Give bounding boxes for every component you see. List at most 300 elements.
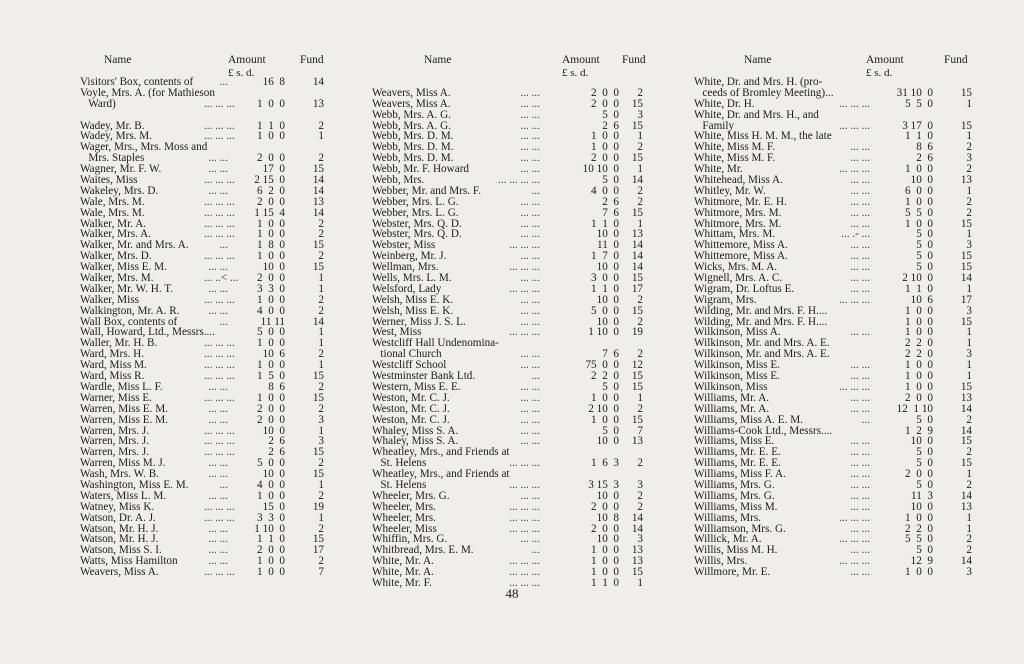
fund-number: 1 xyxy=(966,468,972,481)
donor-name: Walker, Mrs. M. xyxy=(80,272,154,285)
amount-lsd: 10 0 xyxy=(596,261,619,274)
entry-list xyxy=(694,77,984,578)
fund-number: 2 xyxy=(637,195,643,208)
leader-dots: ... ... ... xyxy=(204,228,235,241)
amount-lsd: 2 10 0 xyxy=(902,272,933,285)
donor-name: Weinberg, Mr. J. xyxy=(372,250,447,263)
donor-name: Wells, Mrs. L. M. xyxy=(372,272,452,285)
amount-lsd: 5 0 xyxy=(916,446,933,459)
leader-dots: ... ... xyxy=(850,282,870,295)
fund-number: 1 xyxy=(318,478,324,491)
fund-number: 15 xyxy=(960,86,972,99)
amount-lsd: 5 0 xyxy=(602,424,619,437)
amount-lsd: 5 0 xyxy=(916,228,933,241)
donor-name: Weston, Mr. C. J. xyxy=(372,402,450,415)
donor-name: Whiffin, Mrs. G. xyxy=(372,533,448,546)
leader-dots: ... xyxy=(219,239,228,252)
donor-name: White, Miss H. M. M., the late xyxy=(694,130,832,143)
fund-number: 3 xyxy=(966,304,972,317)
leader-dots: ... ... ... xyxy=(204,446,235,459)
leader-dots: ... ... ... xyxy=(509,478,540,491)
ledger-column-3 xyxy=(694,54,984,578)
donor-name: White, Mr. A. xyxy=(372,555,434,568)
amount-lsd: 2 0 0 xyxy=(905,391,933,404)
donor-name: Webber, Mr. and Mrs. F. xyxy=(372,184,481,197)
amount-lsd: 2 6 xyxy=(916,152,933,165)
fund-number: 13 xyxy=(960,174,972,187)
donor-name: Weston, Mr. C. J. xyxy=(372,391,450,404)
amount-lsd: 10 8 xyxy=(596,511,619,524)
donor-name: Ward, Mrs. H. xyxy=(80,348,145,361)
amount-lsd: 1 1 0 xyxy=(591,576,619,589)
amount-lsd: 1 0 0 xyxy=(905,217,933,230)
amount-lsd: 1 0 0 xyxy=(905,326,933,339)
amount-lsd: 10 0 xyxy=(262,261,285,274)
fund-number: 14 xyxy=(960,555,972,568)
ledger-row xyxy=(80,306,352,317)
amount-lsd: 5 0 0 xyxy=(257,326,285,339)
fund-number: 15 xyxy=(312,370,324,383)
leader-dots: ... ... xyxy=(850,566,870,579)
name-header: Name xyxy=(104,54,132,66)
column-header xyxy=(80,54,352,67)
donor-name: Warren, Mrs. J. xyxy=(80,435,150,448)
donor-name: Ward, Miss M. xyxy=(80,359,147,372)
fund-number: 14 xyxy=(312,184,324,197)
donor-name: Webb, Mr. F. Howard xyxy=(372,163,470,176)
amount-lsd: 2 0 0 xyxy=(591,86,619,99)
leader-dots: ... ... xyxy=(520,424,540,437)
fund-number: 15 xyxy=(960,217,972,230)
leader-dots: ... ... xyxy=(850,206,870,219)
leader-dots: ... ... ... xyxy=(204,566,235,579)
amount-lsd: 5 0 xyxy=(916,261,933,274)
amount-lsd: 1 1 0 xyxy=(257,533,285,546)
donor-name: Wilkinson, Miss E. xyxy=(694,370,780,383)
ledger-row xyxy=(372,404,654,415)
fund-number: 13 xyxy=(312,97,324,110)
fund-number: 2 xyxy=(637,457,643,470)
donor-name: Webb, Mrs. D. M. xyxy=(372,152,454,165)
leader-dots: ... ... xyxy=(520,293,540,306)
amount-lsd: 7 6 xyxy=(602,206,619,219)
donor-name: Wardle, Miss L. F. xyxy=(80,380,163,393)
fund-number: 14 xyxy=(312,206,324,219)
leader-dots: ... ... ... xyxy=(204,206,235,219)
amount-lsd: 1 0 0 xyxy=(591,413,619,426)
amount-lsd: 16 8 xyxy=(262,76,285,88)
leader-dots: ... ... ... xyxy=(839,380,870,393)
fund-number: 15 xyxy=(312,391,324,404)
fund-number: 2 xyxy=(637,184,643,197)
ledger-row xyxy=(80,415,352,426)
donor-name: Wheeler, Mrs. G. xyxy=(372,489,450,502)
fund-number: 2 xyxy=(966,544,972,557)
leader-dots: ... ... xyxy=(850,152,870,165)
leader-dots: ... ... ... xyxy=(204,337,235,350)
fund-number: 1 xyxy=(318,511,324,524)
donor-name: Watson, Dr. A. J. xyxy=(80,511,156,524)
amount-lsd: 1 0 0 xyxy=(257,250,285,263)
fund-number: 15 xyxy=(312,239,324,252)
leader-dots: ... ... xyxy=(520,217,540,230)
ledger-row xyxy=(694,513,984,524)
fund-number: 3 xyxy=(637,478,643,491)
fund-number: 2 xyxy=(318,152,324,165)
donor-name: Willis, Mrs. xyxy=(694,555,748,568)
donor-name: White, Dr. and Mrs. H. (pro- xyxy=(694,76,823,88)
leader-dots: ... ... xyxy=(520,489,540,502)
amount-lsd: 10 0 xyxy=(262,468,285,481)
leader-dots: ... ... xyxy=(520,348,540,361)
fund-number: 1 xyxy=(637,163,643,176)
fund-number: 2 xyxy=(966,206,972,219)
fund-number: 19 xyxy=(631,326,643,339)
amount-lsd: 5 0 xyxy=(602,174,619,187)
ledger-column-1 xyxy=(80,54,352,578)
leader-dots: ... ... xyxy=(520,195,540,208)
donor-name: Webb, Mrs. D. M. xyxy=(372,141,454,154)
leader-dots: ... ... xyxy=(520,163,540,176)
donor-name: Watson, Mr. H. J. xyxy=(80,522,159,535)
amount-lsd: 1 0 0 xyxy=(591,566,619,579)
amount-lsd: 5 0 xyxy=(916,250,933,263)
entry-list xyxy=(80,77,352,578)
donor-name: Wilding, Mr. and Mrs. F. H.... xyxy=(694,315,828,328)
donor-name: Walkington, Mr. A. R. xyxy=(80,304,180,317)
amount-lsd: 2 0 0 xyxy=(591,500,619,513)
leader-dots: ... xyxy=(531,184,540,197)
leader-dots: ... ... xyxy=(850,261,870,274)
amount-lsd: 1 1 0 xyxy=(591,282,619,295)
donor-name: tional Church xyxy=(372,348,442,361)
donor-name: Wash, Mrs. W. B. xyxy=(80,468,159,481)
donor-name: Whitehead, Miss A. xyxy=(694,174,783,187)
donor-name: Werner, Miss J. S. L. xyxy=(372,315,466,328)
amount-lsd: 4 0 0 xyxy=(591,184,619,197)
fund-number: 17 xyxy=(631,282,643,295)
fund-number: 1 xyxy=(637,130,643,143)
donor-name: Warner, Miss E. xyxy=(80,391,152,404)
fund-number: 14 xyxy=(631,511,643,524)
leader-dots: ... ... xyxy=(208,468,228,481)
leader-dots: ... ... xyxy=(208,282,228,295)
amount-lsd: 10 10 0 xyxy=(582,163,619,176)
fund-number: 2 xyxy=(637,489,643,502)
leader-dots: ... ... xyxy=(520,315,540,328)
leader-dots: ... ... xyxy=(520,435,540,448)
donor-name: Ward) xyxy=(80,97,116,110)
leader-dots: ... ... xyxy=(850,489,870,502)
amount-lsd: 12 1 10 xyxy=(896,402,933,415)
donor-name: Waites, Miss xyxy=(80,174,138,187)
amount-lsd: 5 0 0 xyxy=(257,457,285,470)
donor-name: St. Helens xyxy=(372,478,427,491)
leader-dots: ... ... ... xyxy=(204,391,235,404)
fund-number: 2 xyxy=(966,141,972,154)
amount-header: Amount xyxy=(866,54,904,66)
donor-name: Willmore, Mr. E. xyxy=(694,566,771,579)
name-header: Name xyxy=(424,54,452,66)
amount-lsd: 12 9 xyxy=(910,555,933,568)
donor-name: Walker, Mr. W. H. T. xyxy=(80,282,174,295)
donor-name: Wigram, Mrs. xyxy=(694,293,757,306)
fund-number: 1 xyxy=(966,370,972,383)
fund-number: 15 xyxy=(312,446,324,459)
donor-name: Williams, Mr. E. E. xyxy=(694,457,781,470)
fund-number: 2 xyxy=(318,489,324,502)
leader-dots: ... ... ... xyxy=(839,293,870,306)
lsd-header: £ s. d. xyxy=(228,67,255,79)
donor-name: Wheeler, Mrs. xyxy=(372,511,436,524)
leader-dots: ... ... ... xyxy=(204,130,235,143)
ledger-row xyxy=(694,567,984,578)
fund-number: 2 xyxy=(318,250,324,263)
leader-dots: ... ... xyxy=(520,141,540,154)
fund-number: 15 xyxy=(631,370,643,383)
donor-name: Wilding, Mr. and Mrs. F. H.... xyxy=(694,304,828,317)
ledger-row xyxy=(80,110,352,121)
amount-lsd: 1 0 0 xyxy=(257,566,285,579)
leader-dots: ... xyxy=(531,370,540,383)
fund-number: 1 xyxy=(966,511,972,524)
ledger-row xyxy=(372,415,654,426)
amount-lsd: 1 0 0 xyxy=(905,380,933,393)
fund-number: 14 xyxy=(631,174,643,187)
donor-name: St. Helens xyxy=(372,457,427,470)
donor-name: Weavers, Miss A. xyxy=(372,86,451,99)
donor-name: Watts, Miss Hamilton xyxy=(80,555,178,568)
ledger-row xyxy=(80,567,352,578)
fund-number: 1 xyxy=(966,228,972,241)
amount-lsd: 2 0 0 xyxy=(591,522,619,535)
leader-dots: ... ... ... xyxy=(839,555,870,568)
amount-lsd: 6 0 0 xyxy=(905,184,933,197)
donor-name: Weavers, Miss A. xyxy=(80,566,159,579)
amount-lsd: 1 0 0 xyxy=(257,293,285,306)
donor-name: Wheatley, Mrs., and Friends at xyxy=(372,468,510,481)
fund-number: 15 xyxy=(631,566,643,579)
ledger-row xyxy=(80,513,352,524)
donor-name: Welsh, Miss E. K. xyxy=(372,293,454,306)
amount-lsd: 5 5 0 xyxy=(905,206,933,219)
amount-lsd: 5 0 xyxy=(916,239,933,252)
fund-number: 14 xyxy=(312,76,324,88)
amount-lsd: 15 0 xyxy=(262,500,285,513)
leader-dots: ... ... xyxy=(208,522,228,535)
leader-dots: ... ... xyxy=(850,272,870,285)
amount-lsd: 5 0 xyxy=(602,380,619,393)
leader-dots: ... ... xyxy=(850,326,870,339)
fund-number: 15 xyxy=(631,380,643,393)
leader-dots: ... ..< ... xyxy=(204,272,239,285)
leader-dots: ... ... xyxy=(850,468,870,481)
donor-name: Webber, Mrs. L. G. xyxy=(372,206,459,219)
leader-dots: ... ... xyxy=(850,402,870,415)
fund-number: 3 xyxy=(318,435,324,448)
amount-lsd: 5 0 xyxy=(916,544,933,557)
fund-number: 19 xyxy=(312,500,324,513)
donor-name: Washington, Miss E. M. xyxy=(80,478,189,491)
donor-name: Willis, Miss M. H. xyxy=(694,544,778,557)
amount-lsd: 5 0 0 xyxy=(591,304,619,317)
donor-name: Whaley, Miss S. A. xyxy=(372,424,459,437)
leader-dots: ... xyxy=(861,413,870,426)
donor-name: Williams, Miss M. xyxy=(694,500,778,513)
amount-lsd: 1 15 4 xyxy=(254,206,285,219)
amount-lsd: 1 0 0 xyxy=(905,370,933,383)
leader-dots: ... ... xyxy=(850,500,870,513)
donor-name: Wheeler, Miss xyxy=(372,522,437,535)
leader-dots: ... ... xyxy=(520,86,540,99)
donor-name: Williams, Mrs. G. xyxy=(694,478,775,491)
amount-lsd: 10 0 xyxy=(262,424,285,437)
amount-lsd: 1 0 0 xyxy=(257,217,285,230)
donor-name: Wilkinson, Mr. and Mrs. A. E. xyxy=(694,348,830,361)
leader-dots: ... ... xyxy=(850,174,870,187)
fund-number: 1 xyxy=(966,184,972,197)
amount-lsd: 3 3 0 xyxy=(257,511,285,524)
amount-lsd: 11 0 xyxy=(597,239,619,252)
amount-lsd: 10 0 xyxy=(910,500,933,513)
donor-name: Williams, Mrs. G. xyxy=(694,489,775,502)
amount-lsd: 1 0 0 xyxy=(905,315,933,328)
leader-dots: ... ... xyxy=(850,184,870,197)
fund-number: 15 xyxy=(631,152,643,165)
amount-lsd: 4 0 0 xyxy=(257,478,285,491)
donor-name: Warren, Miss M. J. xyxy=(80,457,166,470)
fund-number: 3 xyxy=(966,239,972,252)
leader-dots: ... .- ... xyxy=(841,228,870,241)
amount-lsd: 1 0 0 xyxy=(905,304,933,317)
fund-number: 2 xyxy=(966,446,972,459)
leader-dots: ... ... ... xyxy=(509,511,540,524)
leader-dots: ... ... ... xyxy=(839,511,870,524)
fund-number: 17 xyxy=(960,293,972,306)
amount-lsd: 5 0 xyxy=(916,478,933,491)
donor-name: Voyle, Mrs. A. (for Mathieson xyxy=(80,86,215,99)
fund-number: 2 xyxy=(637,402,643,415)
leader-dots: ... ... xyxy=(850,217,870,230)
ledger-row xyxy=(80,502,352,513)
page-number: 48 xyxy=(505,586,519,601)
leader-dots: ... ... ... ... xyxy=(498,174,540,187)
fund-number: 7 xyxy=(318,566,324,579)
amount-lsd: 75 0 0 xyxy=(585,359,619,372)
donor-name: Wadey, Mr. B. xyxy=(80,119,145,132)
amount-lsd: 2 0 0 xyxy=(257,544,285,557)
column-header xyxy=(694,54,984,67)
donor-name: Whaley, Miss S. A. xyxy=(372,435,459,448)
donor-name: Whitmore, Mrs. M. xyxy=(694,217,782,230)
ledger-row xyxy=(694,208,984,219)
leader-dots: ... ... xyxy=(850,522,870,535)
leader-dots: ... ... xyxy=(208,489,228,502)
amount-lsd: 10 6 xyxy=(910,293,933,306)
fund-number: 14 xyxy=(631,250,643,263)
leader-dots: ... ... xyxy=(850,195,870,208)
amount-lsd: 2 0 0 xyxy=(257,413,285,426)
leader-dots: ... ... xyxy=(208,544,228,557)
leader-dots: ... xyxy=(531,544,540,557)
amount-lsd: 2 10 0 xyxy=(588,402,619,415)
fund-number: 15 xyxy=(631,97,643,110)
amount-lsd: 3 15 3 xyxy=(588,478,619,491)
donor-name: White, Miss M. F. xyxy=(694,152,776,165)
donor-name: Walker, Mr. and Mrs. A. xyxy=(80,239,189,252)
leader-dots: ... ... ... xyxy=(204,119,235,132)
amount-lsd: 2 0 0 xyxy=(257,272,285,285)
fund-number: 2 xyxy=(637,293,643,306)
donor-name: Wall Box, contents of xyxy=(80,315,178,328)
amount-lsd: 10 0 xyxy=(596,489,619,502)
leader-dots: ... ... xyxy=(850,359,870,372)
leader-dots: ... ... xyxy=(520,533,540,546)
donor-name: White, Mr. F. xyxy=(372,576,432,589)
amount-lsd: 2 6 xyxy=(602,195,619,208)
amount-lsd: 1 6 3 xyxy=(591,457,619,470)
fund-number: 2 xyxy=(637,315,643,328)
amount-lsd: 1 0 0 xyxy=(257,97,285,110)
donor-name: Whitmore, Mr. E. H. xyxy=(694,195,787,208)
ledger-row xyxy=(694,415,984,426)
leader-dots: ... ... xyxy=(520,152,540,165)
fund-number: 17 xyxy=(312,544,324,557)
fund-number: 1 xyxy=(318,359,324,372)
amount-lsd: 1 0 0 xyxy=(905,511,933,524)
amount-lsd: 2 0 0 xyxy=(257,402,285,415)
fund-number: 13 xyxy=(960,500,972,513)
fund-number: 13 xyxy=(312,195,324,208)
amount-header: Amount xyxy=(562,54,600,66)
leader-dots: ... ... xyxy=(520,413,540,426)
leader-dots: ... ... ... xyxy=(509,457,540,470)
fund-number: 1 xyxy=(318,282,324,295)
leader-dots: ... ... ... xyxy=(839,119,870,132)
leader-dots: ... ... xyxy=(208,304,228,317)
donor-name: Walker, Mrs. A. xyxy=(80,228,152,241)
ledger-row xyxy=(80,404,352,415)
donor-name: Watson, Mr. H. J. xyxy=(80,533,159,546)
amount-lsd: 2 2 0 xyxy=(905,348,933,361)
fund-number: 2 xyxy=(966,163,972,176)
amount-lsd: 10 0 xyxy=(596,435,619,448)
amount-lsd: 1 0 0 xyxy=(257,555,285,568)
donor-name: Wakeley, Mrs. D. xyxy=(80,184,159,197)
donor-name: Webb, Mrs. A. G. xyxy=(372,108,451,121)
donor-name: Whitley, Mr. W. xyxy=(694,184,766,197)
fund-number: 15 xyxy=(312,533,324,546)
ledger-row xyxy=(372,502,654,513)
fund-number: 15 xyxy=(631,272,643,285)
leader-dots: ... ... xyxy=(520,304,540,317)
fund-number: 1 xyxy=(318,424,324,437)
amount-lsd: 7 6 xyxy=(602,348,619,361)
leader-dots: ... ... xyxy=(208,184,228,197)
ledger-row xyxy=(694,502,984,513)
donor-name: Wheeler, Mrs. xyxy=(372,500,436,513)
donor-name: Whitmore, Mrs. M. xyxy=(694,206,782,219)
donor-name: White, Dr. H. xyxy=(694,97,755,110)
fund-number: 2 xyxy=(318,380,324,393)
leader-dots: ... ... xyxy=(520,250,540,263)
amount-lsd: 2 2 0 xyxy=(905,522,933,535)
leader-dots: ... ... xyxy=(850,478,870,491)
fund-number: 2 xyxy=(637,500,643,513)
amount-lsd: 1 1 0 xyxy=(905,282,933,295)
fund-number: 14 xyxy=(631,522,643,535)
amount-lsd: 1 1 0 xyxy=(591,217,619,230)
